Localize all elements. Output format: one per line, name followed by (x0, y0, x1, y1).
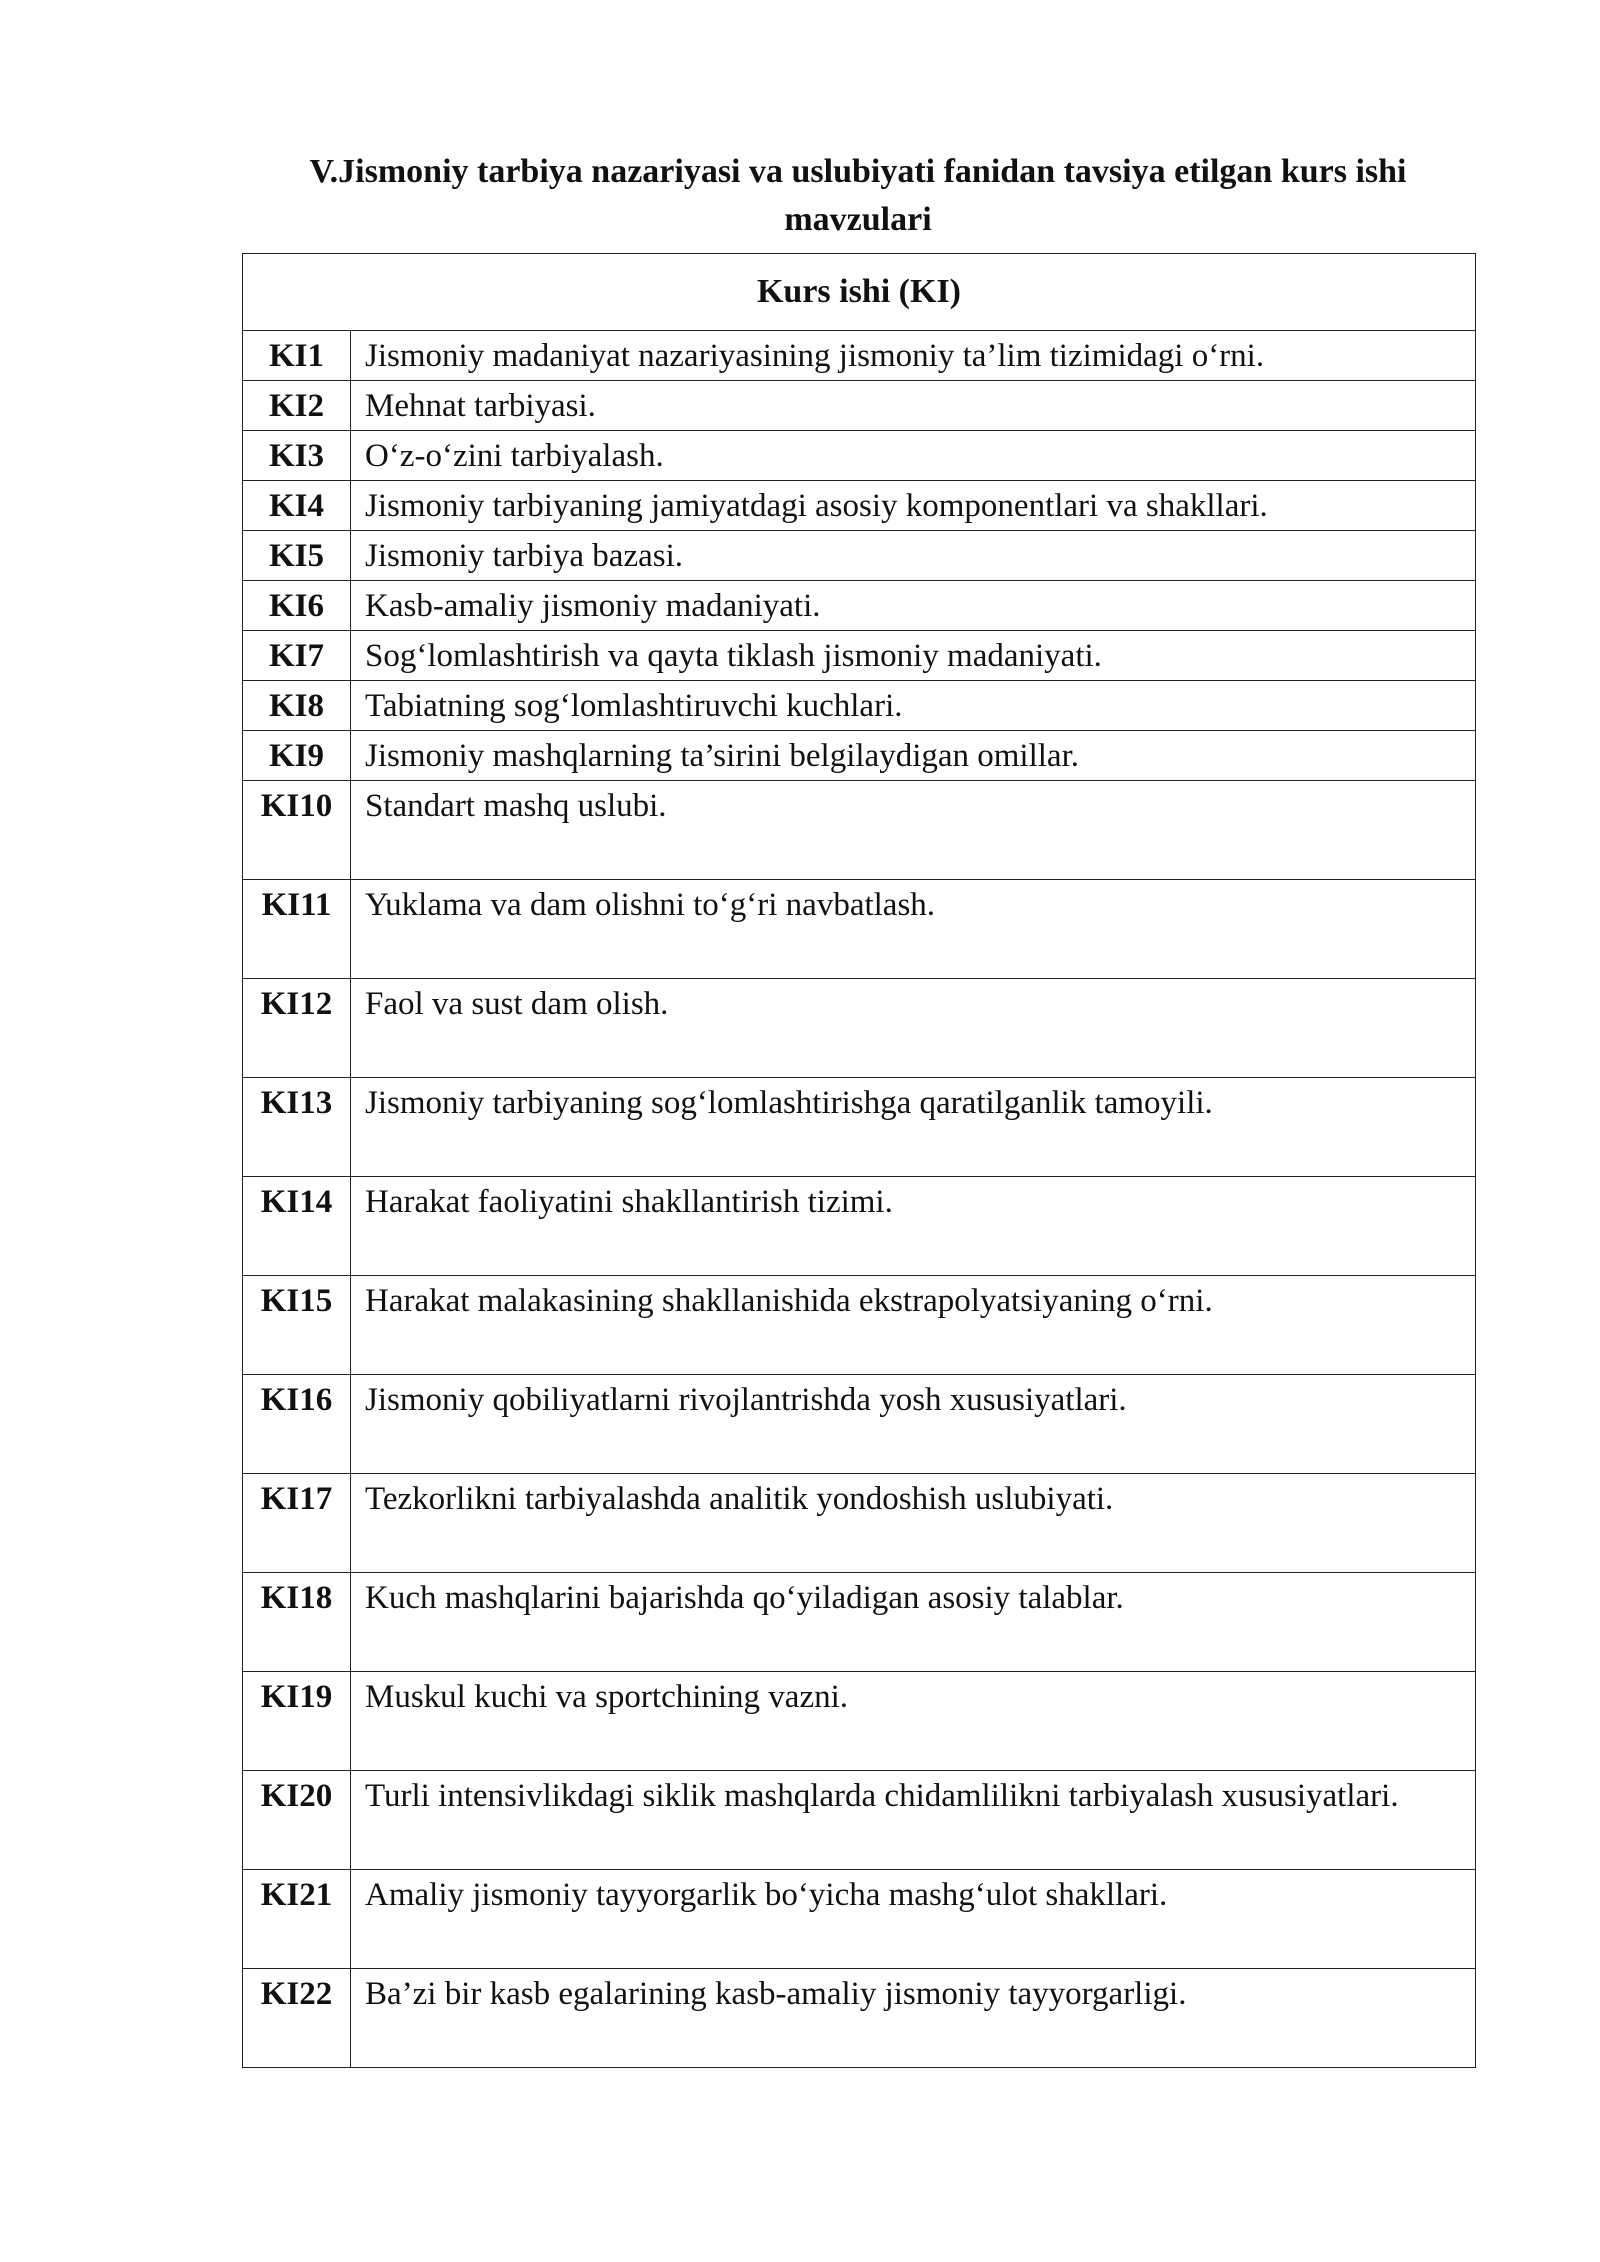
topic-code: KI18 (243, 1573, 351, 1672)
topic-text: Harakat malakasining shakllanishida ekstrapolyatsiyaning o‘rni. (351, 1276, 1476, 1375)
topic-code: KI11 (243, 880, 351, 979)
topic-text: Jismoniy tarbiya bazasi. (351, 531, 1476, 581)
topic-text: O‘z-o‘zini tarbiyalash. (351, 431, 1476, 481)
course-work-table (242, 253, 1476, 2068)
topic-text: Sog‘lomlashtirish va qayta tiklash jismoniy madaniyati. (351, 631, 1476, 681)
topic-text: Amaliy jismoniy tayyorgarlik bo‘yicha mashg‘ulot shakllari. (351, 1870, 1476, 1969)
topic-text: Ba’zi bir kasb egalarining kasb-amaliy jismoniy tayyorgarligi. (351, 1969, 1476, 2068)
topic-text: Mehnat tarbiyasi. (351, 381, 1476, 431)
topic-text: Jismoniy tarbiyaning sog‘lomlashtirishga qaratilganlik tamoyili. (351, 1078, 1476, 1177)
topic-text: Standart mashq uslubi. (351, 781, 1476, 880)
table-row (243, 1276, 1476, 1375)
table-row (243, 381, 1476, 431)
table-row (243, 431, 1476, 481)
topic-text: Tabiatning sog‘lomlashtiruvchi kuchlari. (351, 681, 1476, 731)
topic-text: Jismoniy madaniyat nazariyasining jismoniy ta’lim tizimidagi o‘rni. (351, 331, 1476, 381)
table-row (243, 731, 1476, 781)
topic-code: KI8 (243, 681, 351, 731)
topic-text: Jismoniy tarbiyaning jamiyatdagi asosiy komponentlari va shakllari. (351, 481, 1476, 531)
topic-code: KI16 (243, 1375, 351, 1474)
table-row (243, 1177, 1476, 1276)
topic-text: Kasb-amaliy jismoniy madaniyati. (351, 581, 1476, 631)
table-row (243, 1375, 1476, 1474)
topic-text: Tezkorlikni tarbiyalashda analitik yondoshish uslubiyati. (351, 1474, 1476, 1573)
topic-code: KI1 (243, 331, 351, 381)
topic-text: Jismoniy qobiliyatlarni rivojlantrishda yosh xususiyatlari. (351, 1375, 1476, 1474)
table-row (243, 979, 1476, 1078)
topic-code: KI4 (243, 481, 351, 531)
table-row (243, 880, 1476, 979)
topic-code: KI3 (243, 431, 351, 481)
topic-code: KI19 (243, 1672, 351, 1771)
table-row (243, 1969, 1476, 2068)
table-row (243, 781, 1476, 880)
topic-code: KI21 (243, 1870, 351, 1969)
topic-code: KI12 (243, 979, 351, 1078)
table-header-row (243, 254, 1476, 331)
topic-code: KI6 (243, 581, 351, 631)
topic-code: KI2 (243, 381, 351, 431)
topic-code: KI15 (243, 1276, 351, 1375)
table-row (243, 1474, 1476, 1573)
topic-text: Faol va sust dam olish. (351, 979, 1476, 1078)
topic-text: Jismoniy mashqlarning ta’sirini belgilaydigan omillar. (351, 731, 1476, 781)
table-row (243, 481, 1476, 531)
topic-code: KI13 (243, 1078, 351, 1177)
table-row (243, 581, 1476, 631)
topic-code: KI10 (243, 781, 351, 880)
table-row (243, 531, 1476, 581)
topic-code: KI17 (243, 1474, 351, 1573)
table-row (243, 1771, 1476, 1870)
table-header: Kurs ishi (KI) (243, 254, 1476, 331)
topic-code: KI5 (243, 531, 351, 581)
topic-code: KI22 (243, 1969, 351, 2068)
topic-code: KI7 (243, 631, 351, 681)
topic-text: Harakat faoliyatini shakllantirish tizimi. (351, 1177, 1476, 1276)
table-row (243, 1870, 1476, 1969)
topic-text: Turli intensivlikdagi siklik mashqlarda chidamlilikni tarbiyalash xususiyatlari. (351, 1771, 1476, 1870)
table-row (243, 331, 1476, 381)
table-row (243, 1573, 1476, 1672)
topic-code: KI9 (243, 731, 351, 781)
table-row (243, 631, 1476, 681)
table-row (243, 1672, 1476, 1771)
topic-text: Muskul kuchi va sportchining vazni. (351, 1672, 1476, 1771)
table-row (243, 1078, 1476, 1177)
topic-code: KI20 (243, 1771, 351, 1870)
page-title: V.Jismoniy tarbiya nazariyasi va uslubiyati fanidan tavsiya etilgan kurs ishi mavzulari (309, 153, 1407, 238)
topic-code: KI14 (243, 1177, 351, 1276)
topic-text: Yuklama va dam olishni to‘g‘ri navbatlash. (351, 880, 1476, 979)
topic-text: Kuch mashqlarini bajarishda qo‘yiladigan asosiy talablar. (351, 1573, 1476, 1672)
table-row (243, 681, 1476, 731)
